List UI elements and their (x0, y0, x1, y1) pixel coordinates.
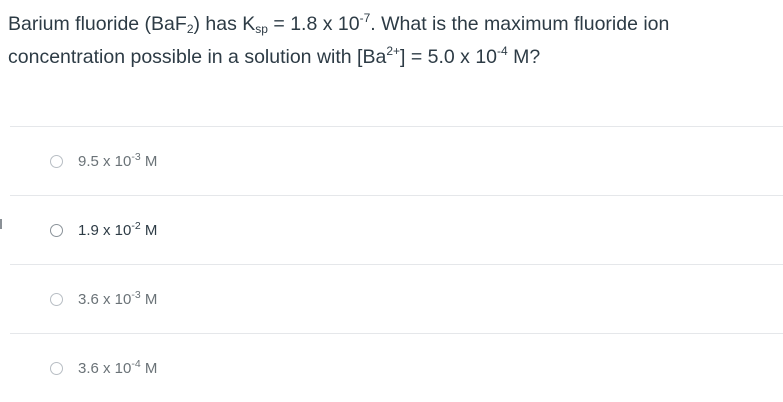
radio-button[interactable] (50, 293, 63, 306)
question-line-2 (8, 41, 778, 74)
answer-option-3[interactable] (0, 265, 783, 333)
question-text-segment: concentration possible in a solution with [Ba (8, 46, 387, 68)
subscript: sp (255, 22, 268, 36)
answer-list (0, 126, 783, 402)
answer-unit: M (140, 221, 158, 239)
answer-exponent: -3 (131, 288, 141, 301)
question-text (8, 8, 778, 74)
superscript: 2+ (386, 44, 400, 58)
answer-unit: M (140, 290, 158, 308)
subscript: 2 (186, 22, 194, 36)
answer-base: 3.6 x 10 (78, 290, 132, 308)
answer-label (78, 288, 158, 308)
question-line-1 (8, 8, 778, 41)
answer-exponent: -2 (131, 219, 141, 232)
answer-option-4[interactable] (0, 334, 783, 402)
answer-base: 9.5 x 10 (78, 152, 132, 170)
question-text-segment: ) has K (193, 13, 256, 35)
answer-unit: M (140, 152, 158, 170)
question-text-segment: M? (507, 46, 541, 68)
superscript: -7 (359, 11, 371, 25)
radio-button[interactable] (50, 362, 63, 375)
answer-exponent: -4 (131, 357, 141, 370)
radio-button[interactable] (50, 224, 63, 237)
answer-label (78, 357, 158, 377)
answer-base: 1.9 x 10 (78, 221, 132, 239)
answer-exponent: -3 (131, 150, 141, 163)
radio-button[interactable] (50, 155, 63, 168)
superscript: -4 (497, 44, 508, 58)
question-text-segment: Barium fluoride (BaF (8, 13, 187, 35)
answer-option-1[interactable] (0, 127, 783, 195)
answer-option-2[interactable] (0, 196, 783, 264)
answer-unit: M (140, 359, 158, 377)
answer-base: 3.6 x 10 (78, 359, 132, 377)
answer-label (78, 219, 158, 239)
question-text-segment: ] = 5.0 x 10 (400, 46, 498, 68)
question-text-segment: . What is the maximum fluoride ion (370, 13, 670, 35)
answer-label (78, 150, 158, 170)
question-text-segment: = 1.8 x 10 (267, 13, 360, 35)
